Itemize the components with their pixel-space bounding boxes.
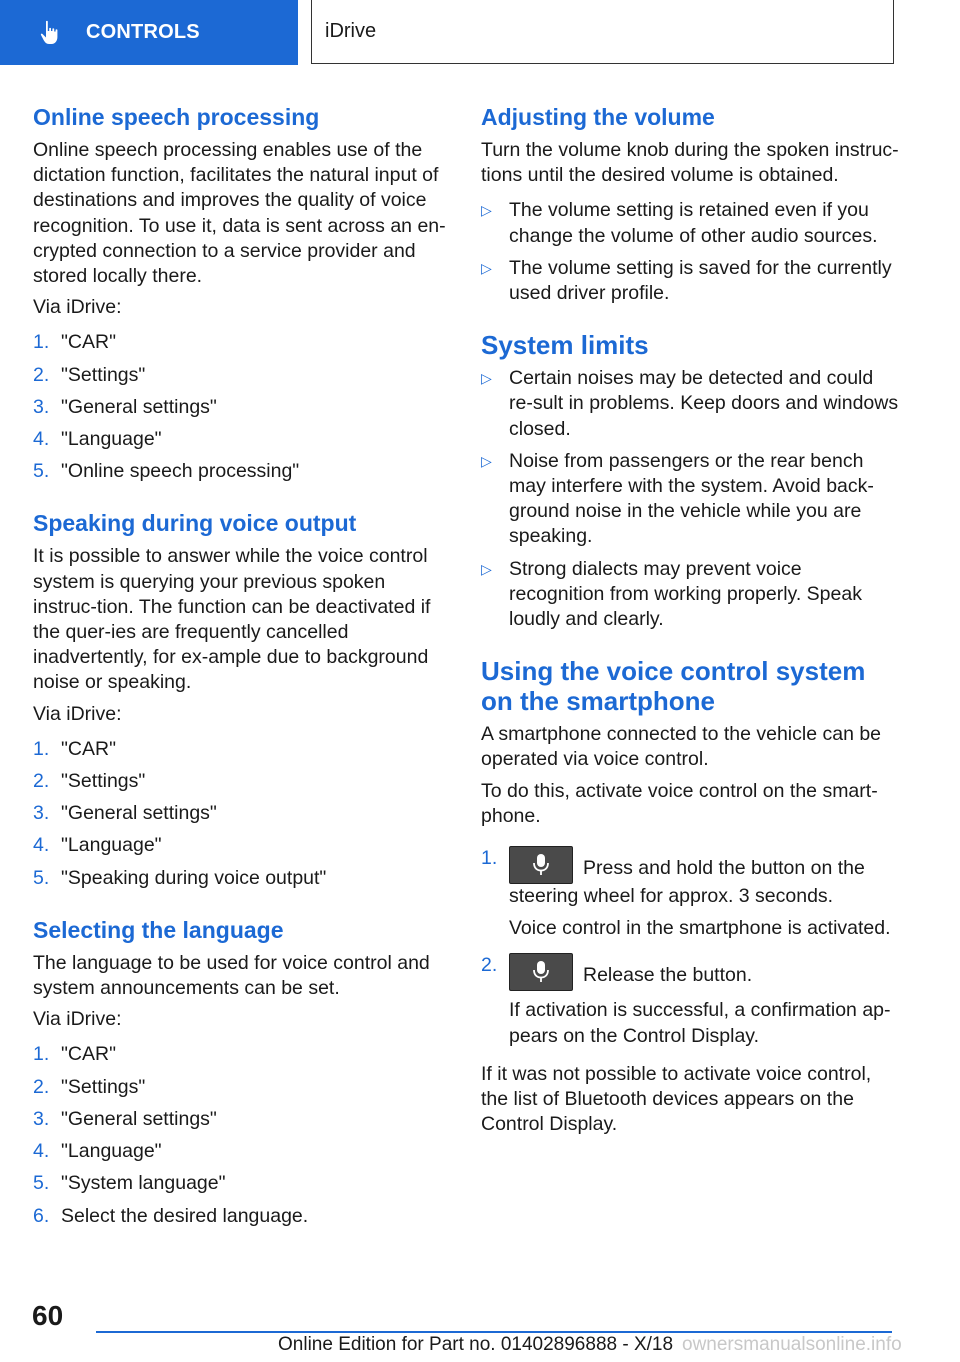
steps-list xyxy=(33,1042,448,1228)
heading-system-limits: System limits xyxy=(481,330,649,361)
list-item: 4. "Language" xyxy=(33,1140,162,1163)
heading-online-speech: Online speech processing xyxy=(33,104,320,130)
via-label: Via iDrive: xyxy=(33,1008,122,1031)
list-item: 6. Select the desired language. xyxy=(33,1204,309,1227)
microphone-icon xyxy=(532,960,550,984)
edition-text: Online Edition for Part no. 01402896888 - X/18 xyxy=(278,1334,674,1355)
footer-divider xyxy=(96,1331,892,1333)
list-item: 3. "General settings" xyxy=(33,802,217,825)
list-item: 2. "Settings" xyxy=(33,363,146,386)
list-item: ▷ Noise from passengers or the rear bench may interfere with the system. Avoid back-ground noise in the vehicle while you are speaking. xyxy=(481,449,899,550)
hand-pointer-icon xyxy=(40,20,64,46)
list-item: 4. "Language" xyxy=(33,428,162,451)
paragraph: If it was not possible to activate voice control, the list of Bluetooth devices appears on the Control Display. xyxy=(481,1062,872,1136)
steps-list xyxy=(33,737,448,891)
list-item: 2. Release the button. If activation is successful, a confirmation ap-pears on the Control Display. xyxy=(481,954,891,1047)
section-label: CONTROLS xyxy=(86,21,200,43)
paragraph: It is possible to answer while the voice control system is querying your previous spoken instruc-tion. The function can be deactivated if the quer-ies are frequently cancelled inadvertently, for ex-ample due to background noise or speaking. xyxy=(33,545,431,694)
heading-voice-control-smartphone: Using the voice control system on the smartphone xyxy=(481,656,866,717)
list-item: 3. "General settings" xyxy=(33,395,217,418)
triangle-bullet-icon: ▷ xyxy=(481,560,492,577)
paragraph: To do this, activate voice control on the smart-phone. xyxy=(481,779,878,827)
list-item: 1. "CAR" xyxy=(33,737,117,760)
triangle-bullet-icon: ▷ xyxy=(481,259,492,276)
chapter-header xyxy=(311,0,894,64)
bullet-list xyxy=(481,366,899,632)
triangle-bullet-icon: ▷ xyxy=(481,202,492,219)
voice-button-image xyxy=(509,846,573,884)
list-item: 1. "CAR" xyxy=(33,1043,117,1066)
chapter-label: iDrive xyxy=(325,20,377,42)
bullet-list xyxy=(481,198,899,306)
via-label: Via iDrive: xyxy=(33,296,122,319)
list-item: 3. "General settings" xyxy=(33,1107,217,1130)
microphone-icon xyxy=(532,853,550,877)
list-item: ▷ The volume setting is retained even if you change the volume of other audio sources. xyxy=(481,198,899,248)
list-item: 1. "CAR" xyxy=(33,331,117,354)
heading-speaking-during: Speaking during voice output xyxy=(33,510,357,537)
paragraph: Online speech processing enables use of the dictation function, facilitates the natural input of destinations and improves the quality of voice recognition. To use it, data is sent across an en-crypted connection to a service provider and stored locally there. xyxy=(33,139,446,288)
list-item: ▷ The volume setting is saved for the currently used driver profile. xyxy=(481,256,899,306)
left-column xyxy=(33,102,448,1236)
right-column xyxy=(481,102,899,1137)
list-item: 5. "Online speech processing" xyxy=(33,460,300,483)
section-tab xyxy=(0,0,298,65)
triangle-bullet-icon: ▷ xyxy=(481,370,492,387)
list-item: 5. "System language" xyxy=(33,1172,226,1195)
voice-button-image xyxy=(509,953,573,991)
paragraph: A smartphone connected to the vehicle can be operated via voice control. xyxy=(481,723,882,771)
watermark: ownersmanualsonline.info xyxy=(682,1334,902,1355)
heading-adjusting-volume: Adjusting the volume xyxy=(481,104,715,130)
list-item: 2. "Settings" xyxy=(33,1075,146,1098)
paragraph: Turn the volume knob during the spoken instruc-tions until the desired volume is obtained. xyxy=(481,139,899,187)
triangle-bullet-icon: ▷ xyxy=(481,452,492,469)
list-item: 1. Press and hold the button on the steering wheel for approx. 3 seconds. Voice control in the smartphone is activated. xyxy=(481,847,891,940)
heading-selecting-language: Selecting the language xyxy=(33,916,284,943)
list-item: 5. "Speaking during voice output" xyxy=(33,866,327,889)
paragraph: The language to be used for voice control and system announcements can be set. xyxy=(33,951,430,1000)
page-number: 60 xyxy=(32,1300,64,1331)
steps-list xyxy=(481,846,899,1049)
list-item: 4. "Language" xyxy=(33,834,162,857)
via-label: Via iDrive: xyxy=(33,702,122,725)
steps-list xyxy=(33,330,448,484)
list-item: ▷ Strong dialects may prevent voice recognition from working properly. Speak loudly and clearly. xyxy=(481,557,899,633)
list-item: 2. "Settings" xyxy=(33,770,146,793)
list-item: ▷ Certain noises may be detected and could re-sult in problems. Keep doors and windows closed. xyxy=(481,366,899,442)
